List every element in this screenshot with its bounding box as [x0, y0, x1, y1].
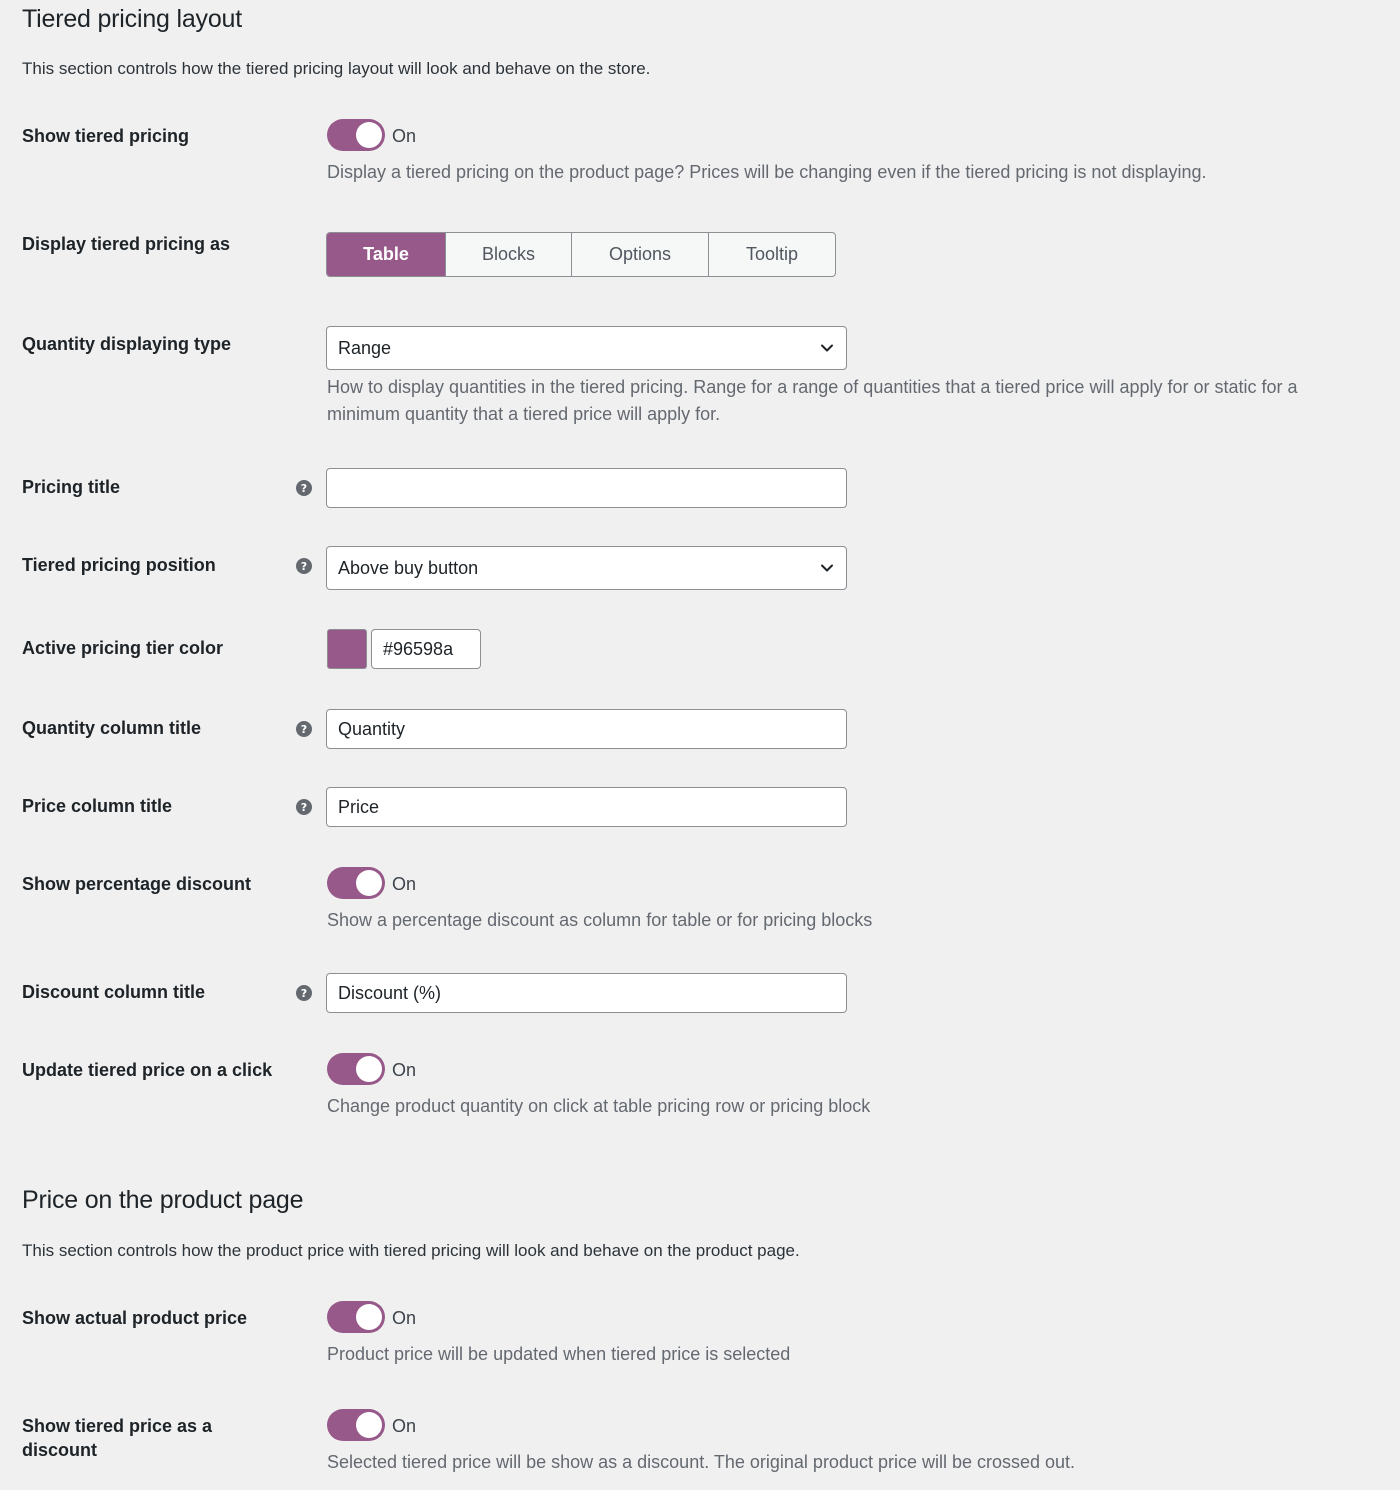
pricing-title-label: Pricing title: [22, 477, 121, 497]
discount-column-label: Discount column title: [22, 982, 206, 1002]
quantity-type-label: Quantity displaying type: [22, 334, 232, 354]
update-on-click-toggle[interactable]: [327, 1053, 385, 1085]
price-column-input[interactable]: Price: [326, 787, 847, 827]
quantity-column-label: Quantity column title: [22, 718, 202, 738]
section-intro-layout: This section controls how the tiered pricing layout will look and behave on the store.: [22, 59, 651, 78]
quantity-type-desc: How to display quantities in the tiered pricing. Range for a range of quantities that a tiered price will apply for or static for a minimum quantity that a tiered price will apply for.: [327, 377, 1298, 424]
show-as-discount-label-line1: Show tiered price as a: [22, 1416, 213, 1436]
show-tiered-pricing-desc: Display a tiered pricing on the product page? Prices will be changing even if the tiered pricing is not displaying.: [327, 162, 1207, 182]
show-percentage-label: Show percentage discount: [22, 874, 252, 894]
display-as-segmented-control: [326, 232, 836, 277]
update-on-click-label: Update tiered price on a click: [22, 1060, 273, 1080]
pricing-title-input[interactable]: [326, 468, 847, 508]
display-as-options-option[interactable]: Options: [571, 233, 708, 276]
show-percentage-toggle[interactable]: [327, 867, 385, 899]
tier-color-hex-input[interactable]: #96598a: [371, 629, 481, 669]
section-intro-product-page: This section controls how the product price with tiered pricing will look and behave on the product page.: [22, 1241, 800, 1260]
quantity-type-select[interactable]: [326, 326, 847, 370]
toggle-knob: [356, 870, 382, 896]
tier-color-label: Active pricing tier color: [22, 638, 224, 658]
help-icon[interactable]: ?: [296, 799, 312, 815]
toggle-knob: [356, 1304, 382, 1330]
display-as-blocks-option[interactable]: Blocks: [445, 233, 571, 276]
show-tiered-pricing-label: Show tiered pricing: [22, 126, 190, 146]
section-title-layout: Tiered pricing layout: [22, 5, 242, 33]
quantity-column-input[interactable]: Quantity: [326, 709, 847, 749]
show-actual-price-desc: Product price will be updated when tiered price is selected: [327, 1344, 791, 1364]
show-actual-price-label: Show actual product price: [22, 1308, 248, 1328]
discount-column-input[interactable]: Discount (%): [326, 973, 847, 1013]
position-label: Tiered pricing position: [22, 555, 216, 575]
position-select[interactable]: [326, 546, 847, 590]
toggle-knob: [356, 1056, 382, 1082]
show-tiered-pricing-toggle[interactable]: [327, 119, 385, 151]
help-icon[interactable]: ?: [296, 985, 312, 1001]
section-title-product-page: Price on the product page: [22, 1186, 304, 1214]
show-actual-price-state: On: [392, 1308, 417, 1328]
show-as-discount-label-line2: discount: [22, 1440, 97, 1460]
quantity-type-value: Range: [338, 337, 392, 358]
show-as-discount-state: On: [392, 1416, 417, 1436]
display-as-label: Display tiered pricing as: [22, 234, 231, 254]
position-value: Above buy button: [338, 557, 479, 578]
update-on-click-desc: Change product quantity on click at table pricing row or pricing block: [327, 1096, 871, 1116]
toggle-knob: [356, 122, 382, 148]
show-actual-price-toggle[interactable]: [327, 1301, 385, 1333]
price-column-label: Price column title: [22, 796, 173, 816]
show-percentage-desc: Show a percentage discount as column for table or for pricing blocks: [327, 910, 873, 930]
tier-color-swatch[interactable]: [327, 629, 367, 669]
update-on-click-state: On: [392, 1060, 417, 1080]
show-as-discount-toggle[interactable]: [327, 1409, 385, 1441]
toggle-knob: [356, 1412, 382, 1438]
chevron-down-icon: [820, 341, 834, 355]
chevron-down-icon: [820, 561, 834, 575]
display-as-table-option[interactable]: Table: [327, 233, 445, 276]
show-tiered-pricing-state: On: [392, 126, 417, 146]
show-percentage-state: On: [392, 874, 417, 894]
show-as-discount-desc: Selected tiered price will be show as a discount. The original product price will be crossed out.: [327, 1452, 1076, 1472]
show-as-discount-label: [22, 1414, 212, 1462]
help-icon[interactable]: ?: [296, 721, 312, 737]
help-icon[interactable]: ?: [296, 480, 312, 496]
display-as-tooltip-option[interactable]: Tooltip: [708, 233, 835, 276]
help-icon[interactable]: ?: [296, 558, 312, 574]
